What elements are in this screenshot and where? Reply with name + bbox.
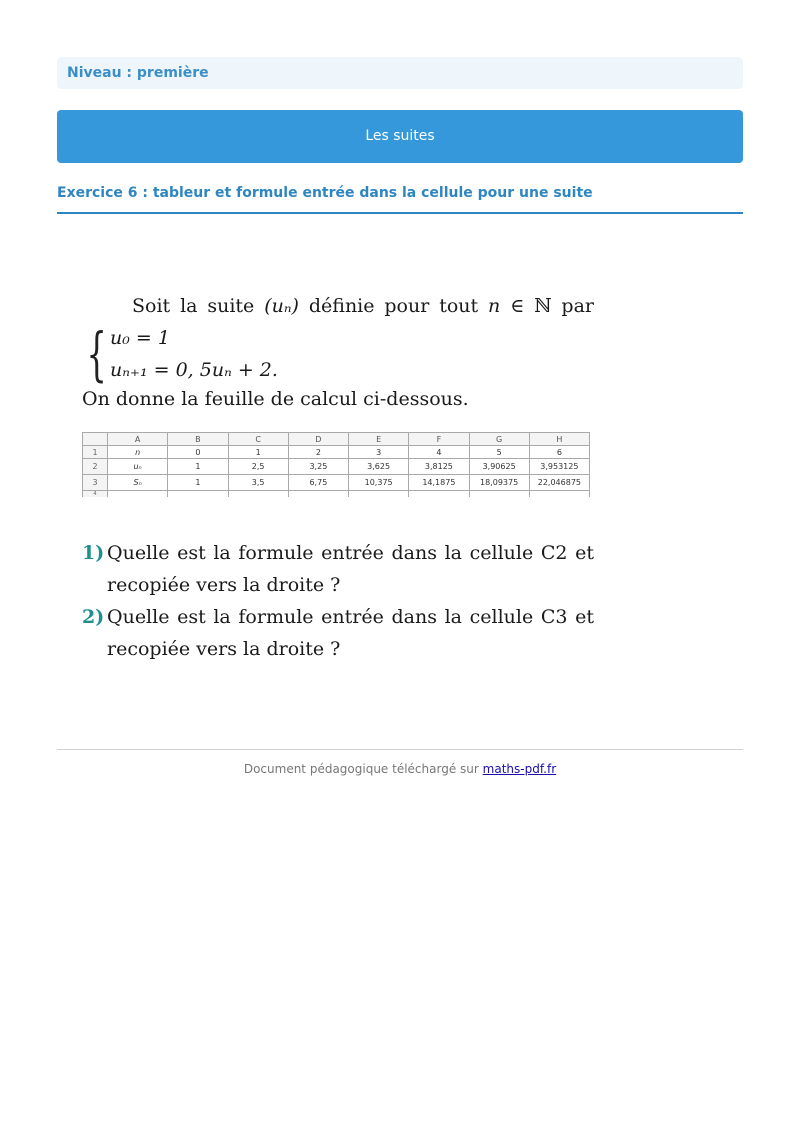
- question-number: 2): [82, 606, 105, 628]
- cell: 3,5: [228, 475, 288, 491]
- cell: 1: [168, 475, 228, 491]
- question-number: 1): [82, 542, 105, 564]
- question-item: [82, 601, 594, 665]
- questions-list: [82, 537, 594, 665]
- cell: 18,09375: [469, 475, 529, 491]
- exercise-title-underline: [57, 212, 743, 214]
- cell: 4: [409, 446, 469, 459]
- recurrence-equation: uₙ₊₁ = 0, 5uₙ + 2.: [110, 359, 278, 381]
- cell: 3,953125: [529, 459, 589, 475]
- spreadsheet: [82, 432, 590, 497]
- column-header: B: [168, 433, 228, 446]
- row-number: 4: [83, 491, 108, 498]
- intro-word: ∈: [510, 295, 525, 317]
- column-header: D: [288, 433, 348, 446]
- cell: [228, 491, 288, 498]
- corner-cell: [83, 433, 108, 446]
- column-header: A: [108, 433, 168, 446]
- cell: [168, 491, 228, 498]
- intro-word: pour: [384, 295, 430, 317]
- spreadsheet-header-row: [83, 433, 590, 446]
- footer-divider: [57, 749, 743, 750]
- question-text: Quelle est la formule entrée dans la cellule C3 et recopiée vers la droite ?: [107, 606, 594, 660]
- footer-link[interactable]: maths-pdf.fr: [482, 762, 557, 776]
- left-brace: {: [86, 320, 107, 388]
- column-header: F: [409, 433, 469, 446]
- cell: 3,625: [349, 459, 409, 475]
- cell: 10,375: [349, 475, 409, 491]
- cell: [349, 491, 409, 498]
- cell: 3,25: [288, 459, 348, 475]
- question-item: [82, 537, 594, 601]
- cell: 3: [349, 446, 409, 459]
- cell: 0: [168, 446, 228, 459]
- cell: [469, 491, 529, 498]
- cell: 2: [288, 446, 348, 459]
- chapter-title: Les suites: [57, 110, 743, 163]
- intro-word: Soit: [132, 295, 171, 317]
- cell: [529, 491, 589, 498]
- column-header: E: [349, 433, 409, 446]
- cell: 1: [168, 459, 228, 475]
- cell: 5: [469, 446, 529, 459]
- spreadsheet-row: [83, 446, 590, 459]
- cell: Sₙ: [108, 475, 168, 491]
- cell: n: [108, 446, 168, 459]
- footer: [57, 762, 743, 776]
- cell: [288, 491, 348, 498]
- intro-word: (uₙ): [264, 295, 299, 317]
- cell: 14,1875: [409, 475, 469, 491]
- cell: [409, 491, 469, 498]
- column-header: G: [469, 433, 529, 446]
- row-number: 1: [83, 446, 108, 459]
- question-text: Quelle est la formule entrée dans la cellule C2 et recopiée vers la droite ?: [107, 542, 594, 596]
- exercise-content: [82, 292, 594, 665]
- cell: 1: [228, 446, 288, 459]
- problem-intro: [82, 292, 594, 320]
- initial-term-equation: u₀ = 1: [110, 327, 170, 349]
- cell: [108, 491, 168, 498]
- cell: 2,5: [228, 459, 288, 475]
- row-number: 2: [83, 459, 108, 475]
- intro-word: ℕ: [534, 295, 552, 317]
- intro-word: par: [561, 295, 594, 317]
- spreadsheet-row: [83, 475, 590, 491]
- column-header: H: [529, 433, 589, 446]
- spreadsheet-row: [83, 491, 590, 498]
- intro-word: définie: [308, 295, 375, 317]
- cell: 6: [529, 446, 589, 459]
- cell: 6,75: [288, 475, 348, 491]
- cell: 3,90625: [469, 459, 529, 475]
- row-number: 3: [83, 475, 108, 491]
- level-banner: Niveau : première: [57, 57, 743, 89]
- exercise-title: Exercice 6 : tableur et formule entrée dans la cellule pour une suite: [57, 185, 593, 201]
- sheet-intro: On donne la feuille de calcul ci-dessous.: [82, 388, 469, 410]
- intro-word: la: [180, 295, 198, 317]
- intro-word: suite: [207, 295, 255, 317]
- footer-text: Document pédagogique téléchargé sur: [243, 762, 479, 776]
- cell: 22,046875: [529, 475, 589, 491]
- recurrence-system: [82, 322, 594, 386]
- column-header: C: [228, 433, 288, 446]
- spreadsheet-row: [83, 459, 590, 475]
- intro-word: n: [488, 295, 501, 317]
- cell: uₙ: [108, 459, 168, 475]
- intro-word: tout: [439, 295, 479, 317]
- cell: 3,8125: [409, 459, 469, 475]
